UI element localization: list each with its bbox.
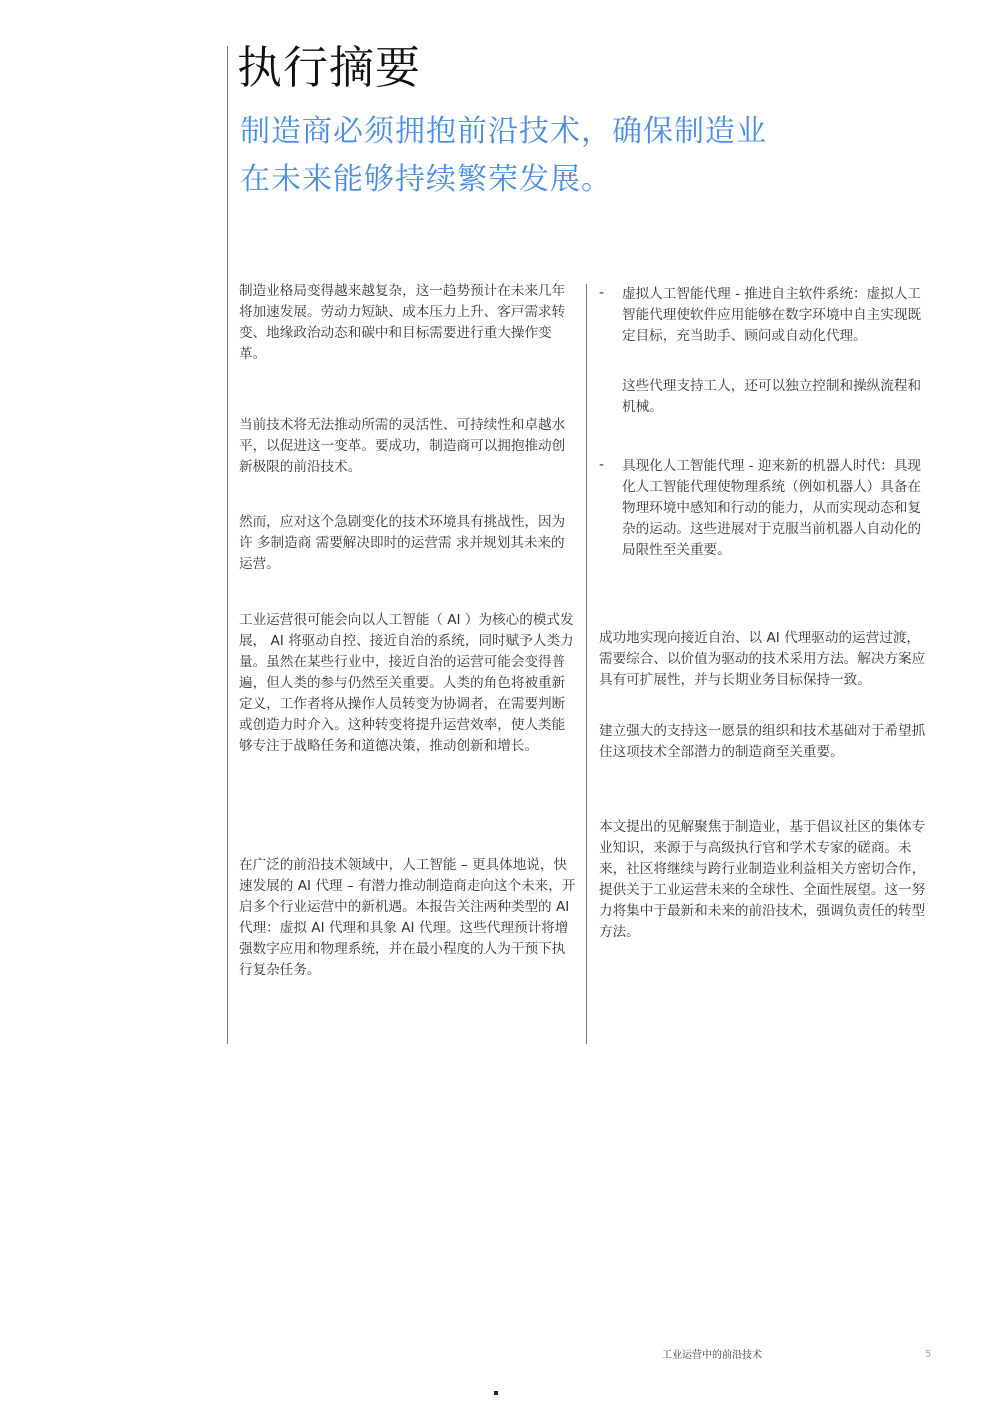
subtitle-line-2: 在未来能够持续繁荣发展。 <box>240 162 612 197</box>
subtitle-line-1: 制造商必须拥抱前沿技术，确保制造业 <box>240 114 767 149</box>
left-margin-rule <box>227 46 228 1044</box>
column-divider <box>586 284 587 1044</box>
bullet-virtual-ai-agent: 虚拟人工智能代理 - 推进自主软件系统：虚拟人工智能代理使软件应用能够在数字环境中自主实现既定目标，充当助手、顾问或自动化代理。 <box>622 286 922 344</box>
left-paragraph-3: 然而，应对这个急剧变化的技术环境具有挑战性，因为许 多制造商 需要解决即时的运营需 求并规划其未来的运营。 <box>239 514 566 572</box>
right-paragraph-3: 本文提出的见解聚焦于制造业，基于倡议社区的集体专业知识，来源于与高级执行官和学术专家的磋商。未来，社区将继续与跨行业制造业利益相关方密切合作，提供关于工业运营未来的全球性、全面性展望。这一努力将集中于最新和未来的前沿技术，强调负责任的转型方法。 <box>599 819 926 940</box>
bullet-embodied-ai-agent: 具现化人工智能代理 - 迎来新的机器人时代：具现化人工智能代理使物理系统（例如机器人）具备在物理环境中感知和行动的能力，从而实现动态和复杂的运动。这些进展对于克服当前机器人自动化的局限性至关重要。 <box>622 458 922 558</box>
bullet-dash-1: - <box>599 285 605 301</box>
left-paragraph-4: 工业运营很可能会向以人工智能（ AI ）为核心的模式发展， AI 将驱动自控、接近自治的系统，同时赋予人类力量。虽然在某些行业中，接近自治的运营可能会变得普遍，但人类的参与仍然至关重要。人类的角色将被重新定义，工作者将从操作人员转变为协调者，在需要判断或创造力时介入。这种转变将提升运营效率，使人类能够专注于战略任务和道德决策，推动创新和增长。 <box>239 612 574 754</box>
left-paragraph-2: 当前技术将无法推动所需的灵活性、可持续性和卓越水平，以促进这一变革。要成功，制造商可以拥抱推动创新极限的前沿技术。 <box>239 417 566 475</box>
right-paragraph-1: 成功地实现向接近自治、以 AI 代理驱动的运营过渡，需要综合、以价值为驱动的技术采用方法。解决方案应具有可扩展性，并与长期业务目标保持一致。 <box>599 630 926 688</box>
page-subtitle <box>240 108 880 204</box>
left-paragraph-1: 制造业格局变得越来越复杂，这一趋势预计在未来几年将加速发展。劳动力短缺、成本压力上升、客戸需求转变、地缘政治动态和碳中和目标需要进行重大操作变革。 <box>239 283 566 362</box>
page-title: 执行摘要 <box>237 41 422 94</box>
footer-dot-mark <box>494 1391 498 1395</box>
left-paragraph-5: 在广泛的前沿技术领域中，人工智能 – 更具体地说，快速发展的 AI 代理 – 有潜力推动制造商走向这个未来，开启多个行业运营中的新机遇。本报告关注两种类型的 AI 代理：虚拟 AI 代理和具象 AI 代理。这些代理预计将增强数字应用和物理系统，并在最小程度的人为干预下执行复杂任务。 <box>239 857 576 978</box>
footer-document-title: 工业运营中的前沿技术 <box>662 1350 762 1361</box>
page-number: 5 <box>925 1349 932 1360</box>
bullet-dash-2: - <box>599 457 605 473</box>
bullet-virtual-ai-note: 这些代理支持工人，还可以独立控制和操纵流程和机械。 <box>622 378 922 415</box>
right-paragraph-2: 建立强大的支持这一愿景的组织和技术基础对于希望抓住这项技术全部潜力的制造商至关重要。 <box>599 723 926 760</box>
